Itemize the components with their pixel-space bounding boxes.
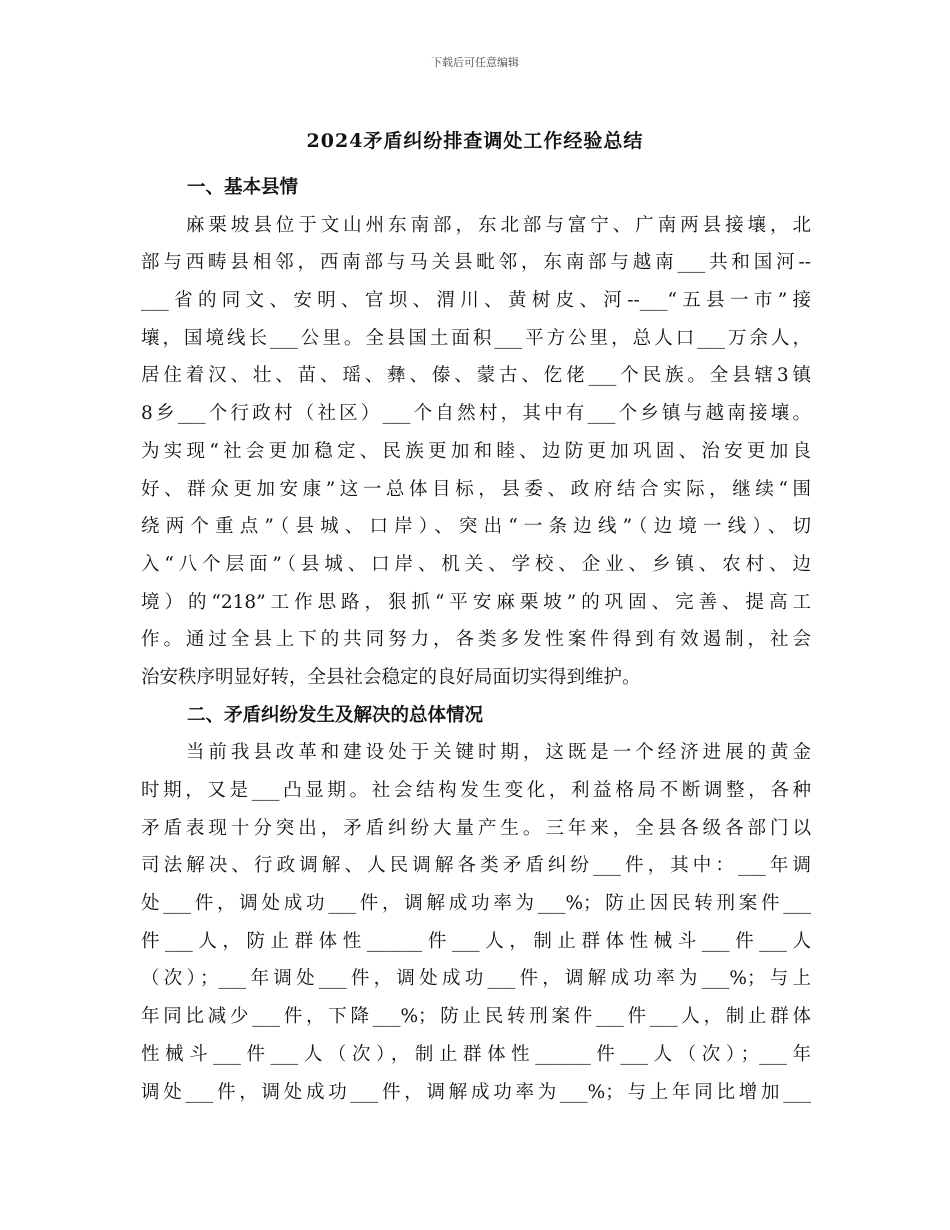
paragraph-line: 为实现“社会更加稳定、民族更加和睦、边防更加巩固、治安更加良 (141, 440, 811, 462)
paragraph-line: 司法解决、行政调解、人民调解各类矛盾纠纷___件，其中：___年调 (141, 855, 811, 877)
paragraph-line: 壤，国境线长___公里。全县国土面积___平方公里，总人口___万余人， (141, 327, 811, 349)
section-body-basic-county-info (141, 207, 811, 697)
paragraph-line: 部与西畴县相邻，西南部与马关县毗邻，东南部与越南___共和国河-- (141, 252, 811, 274)
paragraph-line: 当前我县改革和建设处于关键时期，这既是一个经济进展的黄金 (141, 742, 811, 764)
paragraph-line: 居住着汉、壮、苗、瑶、彝、傣、蒙古、仡佬___个民族。全县辖3镇 (141, 365, 811, 387)
section-heading-basic-county-info: 一、基本县情 (187, 177, 299, 198)
paragraph-line: 处___件，调处成功___件，调解成功率为___%；防止因民转刑案件___ (141, 893, 811, 915)
paragraph-line: 绕两个重点”（县城、口岸）、突出“一条边线”（边境一线）、切 (141, 516, 811, 538)
section-body-overall-situation (141, 734, 811, 1111)
paragraph-line: 时期，又是___凸显期。社会结构发生变化，利益格局不断调整，各种 (141, 780, 811, 801)
paragraph-line: 麻栗坡县位于文山州东南部，东北部与富宁、广南两县接壤，北 (141, 214, 811, 236)
paragraph-line: 调处___件，调处成功___件，调解成功率为___%；与上年同比增加___ (141, 1081, 811, 1103)
paragraph-line: ___省的同文、安明、官坝、渭川、黄树皮、河--___“五县一市”接 (141, 290, 811, 312)
paragraph-line: 年同比减少___件，下降___%；防止民转刑案件___件___人，制止群体 (141, 1006, 811, 1028)
paragraph-line: 境）的“218”工作思路，狠抓“平安麻栗坡”的巩固、完善、提高工 (141, 591, 811, 613)
paragraph-line: 好、群众更加安康”这一总体目标，县委、政府结合实际，继续“围 (141, 478, 811, 500)
paragraph-line: 作。通过全县上下的共同努力，各类多发性案件得到有效遏制，社会 (141, 629, 811, 651)
paragraph-line: （次）；___年调处___件，调处成功___件，调解成功率为___%；与上 (141, 968, 811, 990)
paragraph-line: 性械斗___件___人（次），制止群体性______件___人（次）；___年 (141, 1043, 811, 1065)
paragraph-line: 8乡___个行政村（社区）___个自然村，其中有___个乡镇与越南接壤。 (141, 403, 811, 425)
paragraph-line: 矛盾表现十分突出，矛盾纠纷大量产生。三年来，全县各级各部门以 (141, 817, 811, 839)
paragraph-line: 治安秩序明显好转，全县社会稳定的良好局面切实得到维护。 (141, 666, 641, 688)
section-heading-overall-situation: 二、矛盾纠纷发生及解决的总体情况 (187, 704, 484, 726)
document-title: 2024矛盾纠纷排查调处工作经验总结 (306, 130, 644, 152)
document-body (141, 169, 811, 1111)
page-header-note: 下载后可任意编辑 (431, 56, 519, 69)
paragraph-line: 件___人，防止群体性______件___人，制止群体性械斗___件___人 (141, 930, 811, 952)
paragraph-line: 入“八个层面”（县城、口岸、机关、学校、企业、乡镇、农村、边 (141, 553, 811, 575)
